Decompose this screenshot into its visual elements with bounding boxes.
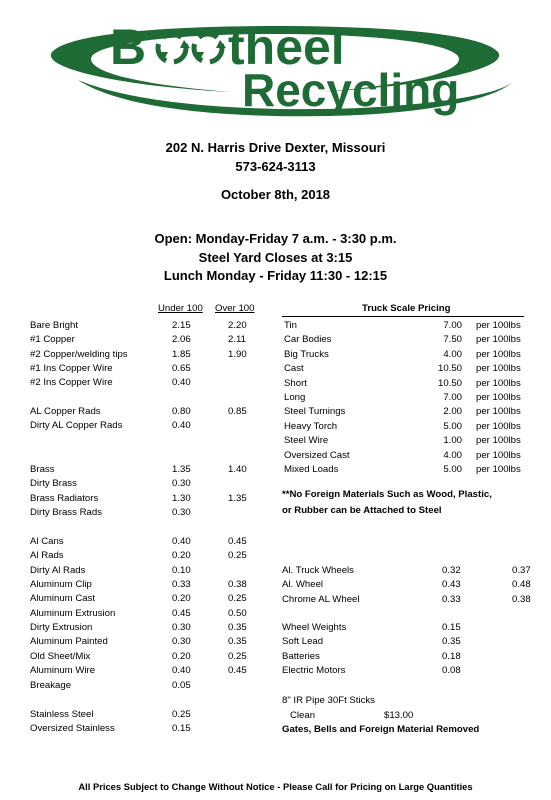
truck-item-unit: per 100lbs — [476, 435, 521, 447]
wheel-price-over: 0.48 — [512, 579, 531, 590]
price-over-100: 0.45 — [228, 536, 247, 547]
truck-item-unit: per 100lbs — [476, 392, 521, 403]
price-over-100: 0.35 — [228, 636, 247, 647]
price-under-100: 0.40 — [172, 420, 191, 431]
metal-item-name: Brass Radiators — [30, 493, 99, 504]
truck-item-name: Long — [284, 392, 306, 403]
metal-item-name: #2 Copper/welding tips — [30, 349, 128, 360]
price-under-100: 0.15 — [172, 723, 191, 734]
price-over-100: 0.35 — [228, 622, 247, 633]
truck-item-price: 10.50 — [437, 363, 462, 375]
truck-item-name: Mixed Loads — [284, 464, 339, 475]
metal-item-name: Old Sheet/Mix — [30, 651, 91, 662]
price-under-100: 0.33 — [172, 579, 191, 590]
price-date: October 8th, 2018 — [220, 187, 331, 202]
address: 202 N. Harris Drive Dexter, Missouri — [165, 140, 386, 155]
metal-item-name: Aluminum Wire — [30, 665, 96, 676]
wheel-price-under: 0.43 — [442, 579, 461, 590]
price-under-100: 0.25 — [172, 709, 191, 720]
open-hours: Open: Monday-Friday 7 a.m. - 3:30 p.m. — [154, 231, 397, 246]
misc-item-price: 0.08 — [442, 665, 461, 676]
truck-item-name: Tin — [284, 320, 297, 331]
metal-item-name: Aluminum Cast — [30, 593, 96, 604]
truck-item-name: Cast — [284, 363, 304, 375]
misc-item-price: 0.35 — [442, 636, 461, 647]
recycle-o-icon — [194, 34, 226, 62]
truck-item-name: Heavy Torch — [284, 420, 338, 432]
price-under-100: 2.06 — [172, 334, 191, 345]
metal-item-name: Dirty AL Copper Rads — [30, 420, 123, 431]
truck-item-price: 1.00 — [443, 435, 462, 447]
price-under-100: 0.65 — [172, 363, 191, 374]
pipe-title: 8" IR Pipe 30Ft Sticks — [282, 695, 375, 706]
price-under-100: 0.10 — [172, 565, 191, 576]
price-over-100: 2.20 — [228, 320, 247, 331]
wheel-price-under: 0.32 — [442, 565, 461, 576]
price-under-100: 1.85 — [172, 349, 191, 360]
truck-item-price: 4.00 — [443, 449, 462, 461]
wheel-item-name: Al. Wheel — [282, 579, 324, 590]
truck-item-unit: per 100lbs — [476, 420, 521, 432]
price-under-100: 1.35 — [172, 464, 191, 475]
price-over-100: 0.45 — [228, 665, 247, 676]
price-under-100: 0.20 — [172, 550, 191, 561]
price-over-100: 0.25 — [228, 651, 247, 662]
truck-item-name: Steel Turnings — [284, 406, 346, 418]
wheel-item-name: Al. Truck Wheels — [282, 565, 354, 576]
truck-item-price: 7.00 — [443, 320, 462, 331]
price-over-100: 0.38 — [228, 579, 247, 590]
price-under-100: 0.20 — [172, 593, 191, 604]
misc-item-price: 0.18 — [442, 651, 461, 662]
misc-item-name: Soft Lead — [282, 636, 324, 647]
truck-item-unit: per 100lbs — [476, 334, 521, 346]
metal-item-name: Dirty Al Rads — [30, 565, 86, 576]
truck-item-unit: per 100lbs — [476, 377, 521, 389]
metal-item-name: Dirty Brass — [30, 478, 77, 489]
logo-graphic — [0, 0, 551, 130]
price-under-100: 0.20 — [172, 651, 191, 662]
metal-item-name: Dirty Extrusion — [30, 622, 93, 633]
truck-item-price: 7.50 — [443, 334, 462, 346]
price-under-100: 0.30 — [172, 622, 191, 633]
price-over-100: 1.40 — [228, 464, 247, 475]
price-over-100: 1.90 — [228, 349, 247, 360]
price-under-100: 0.40 — [172, 377, 191, 388]
price-under-100: 0.05 — [172, 680, 191, 691]
metal-item-name: #2 Ins Copper Wire — [30, 377, 113, 388]
truck-item-price: 10.50 — [437, 377, 462, 389]
col-header-over-100: Over 100 — [215, 303, 255, 314]
price-under-100: 0.30 — [172, 478, 191, 489]
price-under-100: 2.15 — [172, 320, 191, 331]
pipe-clean-label: Clean — [290, 710, 316, 721]
metal-item-name: #1 Ins Copper Wire — [30, 363, 113, 374]
price-under-100: 0.40 — [172, 536, 191, 547]
footer-disclaimer: All Prices Subject to Change Without Notice - Please Call for Pricing on Large Quantities — [78, 781, 473, 792]
misc-item-name: Electric Motors — [282, 665, 346, 676]
truck-item-price: 5.00 — [443, 464, 462, 475]
truck-item-name: Short — [284, 377, 307, 389]
wheel-price-under: 0.33 — [442, 594, 461, 605]
logo-text-recycling: Recycling — [242, 64, 460, 116]
metal-item-name: AL Copper Rads — [30, 406, 101, 417]
metal-item-name: Stainless Steel — [30, 709, 94, 720]
truck-item-price: 5.00 — [443, 420, 462, 432]
price-over-100: 1.35 — [228, 493, 247, 504]
truck-item-unit: per 100lbs — [476, 464, 521, 475]
truck-item-name: Oversized Cast — [284, 449, 350, 461]
price-under-100: 0.30 — [172, 507, 191, 518]
metal-item-name: #1 Copper — [30, 334, 75, 345]
price-under-100: 0.80 — [172, 406, 191, 417]
col-header-under-100: Under 100 — [158, 303, 203, 314]
steel-yard-close: Steel Yard Closes at 3:15 — [198, 250, 353, 265]
metal-item-name: Bare Bright — [30, 320, 78, 331]
truck-item-name: Car Bodies — [284, 334, 332, 346]
metal-item-name: Oversized Stainless — [30, 723, 115, 734]
steel-note-line1: **No Foreign Materials Such as Wood, Plastic, — [282, 489, 492, 500]
logo-letter-b: B — [110, 19, 147, 75]
truck-item-unit: per 100lbs — [476, 363, 521, 375]
metal-item-name: Al Rads — [30, 550, 64, 561]
truck-item-name: Steel Wire — [284, 435, 329, 447]
truck-item-unit: per 100lbs — [476, 449, 521, 461]
pipe-clean-price: $13.00 — [384, 710, 414, 721]
truck-scale-title: Truck Scale Pricing — [362, 303, 451, 314]
price-over-100: 0.50 — [228, 608, 247, 619]
wheel-price-over: 0.37 — [512, 565, 531, 576]
truck-item-unit: per 100lbs — [476, 406, 521, 418]
price-over-100: 0.85 — [228, 406, 247, 417]
wheel-item-name: Chrome AL Wheel — [282, 594, 360, 605]
price-under-100: 0.40 — [172, 665, 191, 676]
wheel-price-over: 0.38 — [512, 594, 531, 605]
truck-item-name: Big Trucks — [284, 348, 329, 360]
price-over-100: 2.11 — [228, 334, 246, 345]
truck-item-unit: per 100lbs — [476, 348, 521, 360]
truck-item-price: 4.00 — [443, 348, 462, 360]
lunch-hours: Lunch Monday - Friday 11:30 - 12:15 — [163, 268, 388, 283]
price-over-100: 0.25 — [228, 593, 247, 604]
metal-item-name: Aluminum Clip — [30, 579, 92, 590]
price-under-100: 0.45 — [172, 608, 191, 619]
metal-item-name: Brass — [30, 464, 55, 475]
logo-text-theel: theel — [228, 19, 345, 75]
metal-item-name: Breakage — [30, 680, 72, 691]
price-over-100: 0.25 — [228, 550, 247, 561]
metal-item-name: Dirty Brass Rads — [30, 507, 102, 518]
bootheel-recycling-logo — [0, 0, 551, 130]
price-under-100: 0.30 — [172, 636, 191, 647]
metal-item-name: Aluminum Painted — [30, 636, 108, 647]
misc-item-name: Wheel Weights — [282, 622, 347, 633]
price-under-100: 1.30 — [172, 493, 191, 504]
truck-item-price: 7.00 — [443, 392, 462, 403]
misc-item-price: 0.15 — [442, 622, 461, 633]
misc-item-name: Batteries — [282, 651, 320, 662]
phone-number: 573-624-3113 — [235, 159, 316, 174]
gates-note: Gates, Bells and Foreign Material Removed — [282, 724, 480, 735]
metal-item-name: Al Cans — [30, 536, 64, 547]
truck-item-unit: per 100lbs — [476, 320, 521, 331]
truck-item-price: 2.00 — [443, 406, 462, 418]
metal-item-name: Aluminum Extrusion — [30, 608, 116, 619]
steel-note-line2: or Rubber can be Attached to Steel — [282, 505, 442, 516]
truck-scale-underline — [282, 316, 524, 317]
